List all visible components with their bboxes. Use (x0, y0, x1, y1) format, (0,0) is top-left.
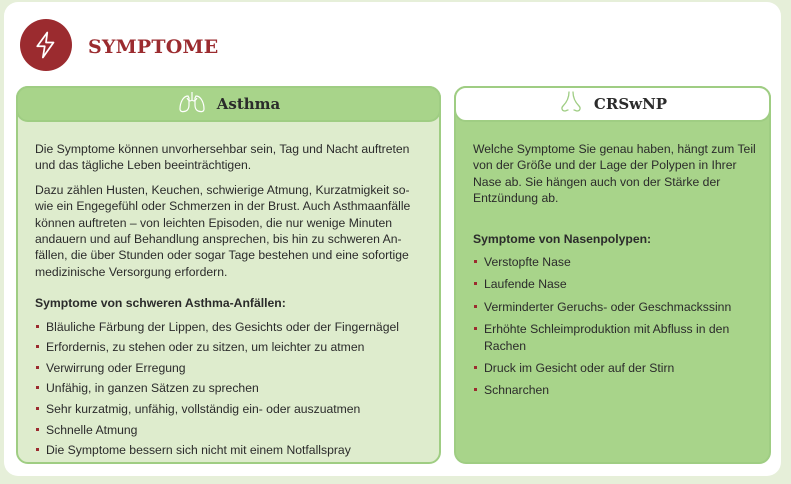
crswnp-subheading: Symptome von Nasenpolypen: (473, 231, 652, 246)
list-item: Laufende Nase (473, 276, 759, 292)
crswnp-title: CRSwNP (593, 95, 668, 113)
list-item: Erfordernis, zu stehen oder zu sitzen, um leichter zu atmen (35, 339, 427, 355)
list-item: Schnelle Atmung (35, 422, 427, 438)
crswnp-body (473, 141, 759, 405)
asthma-symptom-list (35, 319, 427, 459)
page-title: SYMPTOME (88, 36, 219, 58)
asthma-intro-text: Die Symptome können unvorhersehbar sein, Tag und Nacht auftreten und das tägliche Leben beeinträchtigen. (35, 142, 410, 173)
crswnp-symptom-list (473, 254, 759, 399)
crswnp-panel (454, 86, 771, 464)
list-item: Bläuliche Färbung der Lippen, des Gesichts oder der Fingernägel (35, 319, 427, 335)
asthma-description-text: Dazu zählen Husten, Keuchen, schwierige Atmung, Kurzatmigkeit so-wie ein Engegefühl oder Schmerzen in der Brust. Auch Asthmaanfälle können auftreten – von leichten Episoden, die nur wenige Minuten andauern und auf Behandlung ansprechen, bis hin zu schweren An-fällen, die über Stunden oder sogar Tage bestehen und eine sofortige medizinische Versorgung erfordern. (35, 182, 411, 279)
list-item: Die Symptome bessern sich nicht mit einem Notfallspray (35, 442, 427, 458)
asthma-subheading: Symptome von schweren Asthma-Anfällen: (35, 296, 286, 311)
asthma-panel-header (16, 86, 441, 122)
list-item: Verstopfte Nase (473, 254, 759, 270)
list-item: Unfähig, in ganzen Sätzen zu sprechen (35, 380, 427, 396)
nose-icon (558, 90, 584, 119)
list-item: Druck im Gesicht oder auf der Stirn (473, 360, 759, 376)
list-item: Schnarchen (473, 382, 759, 398)
asthma-body (35, 141, 427, 463)
list-item: Erhöhte Schleimproduktion mit Abfluss in den Rachen (473, 321, 759, 354)
lightning-icon (20, 19, 72, 71)
crswnp-intro-text: Welche Symptome Sie genau haben, hängt zum Teil von der Größe und der Lage der Polypen in Ihrer Nase ab. Sie hängen auch von der Stärke der Entzündung ab. (473, 142, 756, 206)
lungs-icon (177, 90, 207, 119)
list-item: Verwirrung oder Erregung (35, 360, 427, 376)
crswnp-panel-header (454, 86, 771, 122)
list-item: Sehr kurzatmig, unfähig, vollständig ein- oder auszuatmen (35, 401, 427, 417)
asthma-title: Asthma (216, 95, 281, 113)
list-item: Verminderter Geruchs- oder Geschmackssinn (473, 299, 759, 315)
asthma-panel (16, 86, 441, 464)
